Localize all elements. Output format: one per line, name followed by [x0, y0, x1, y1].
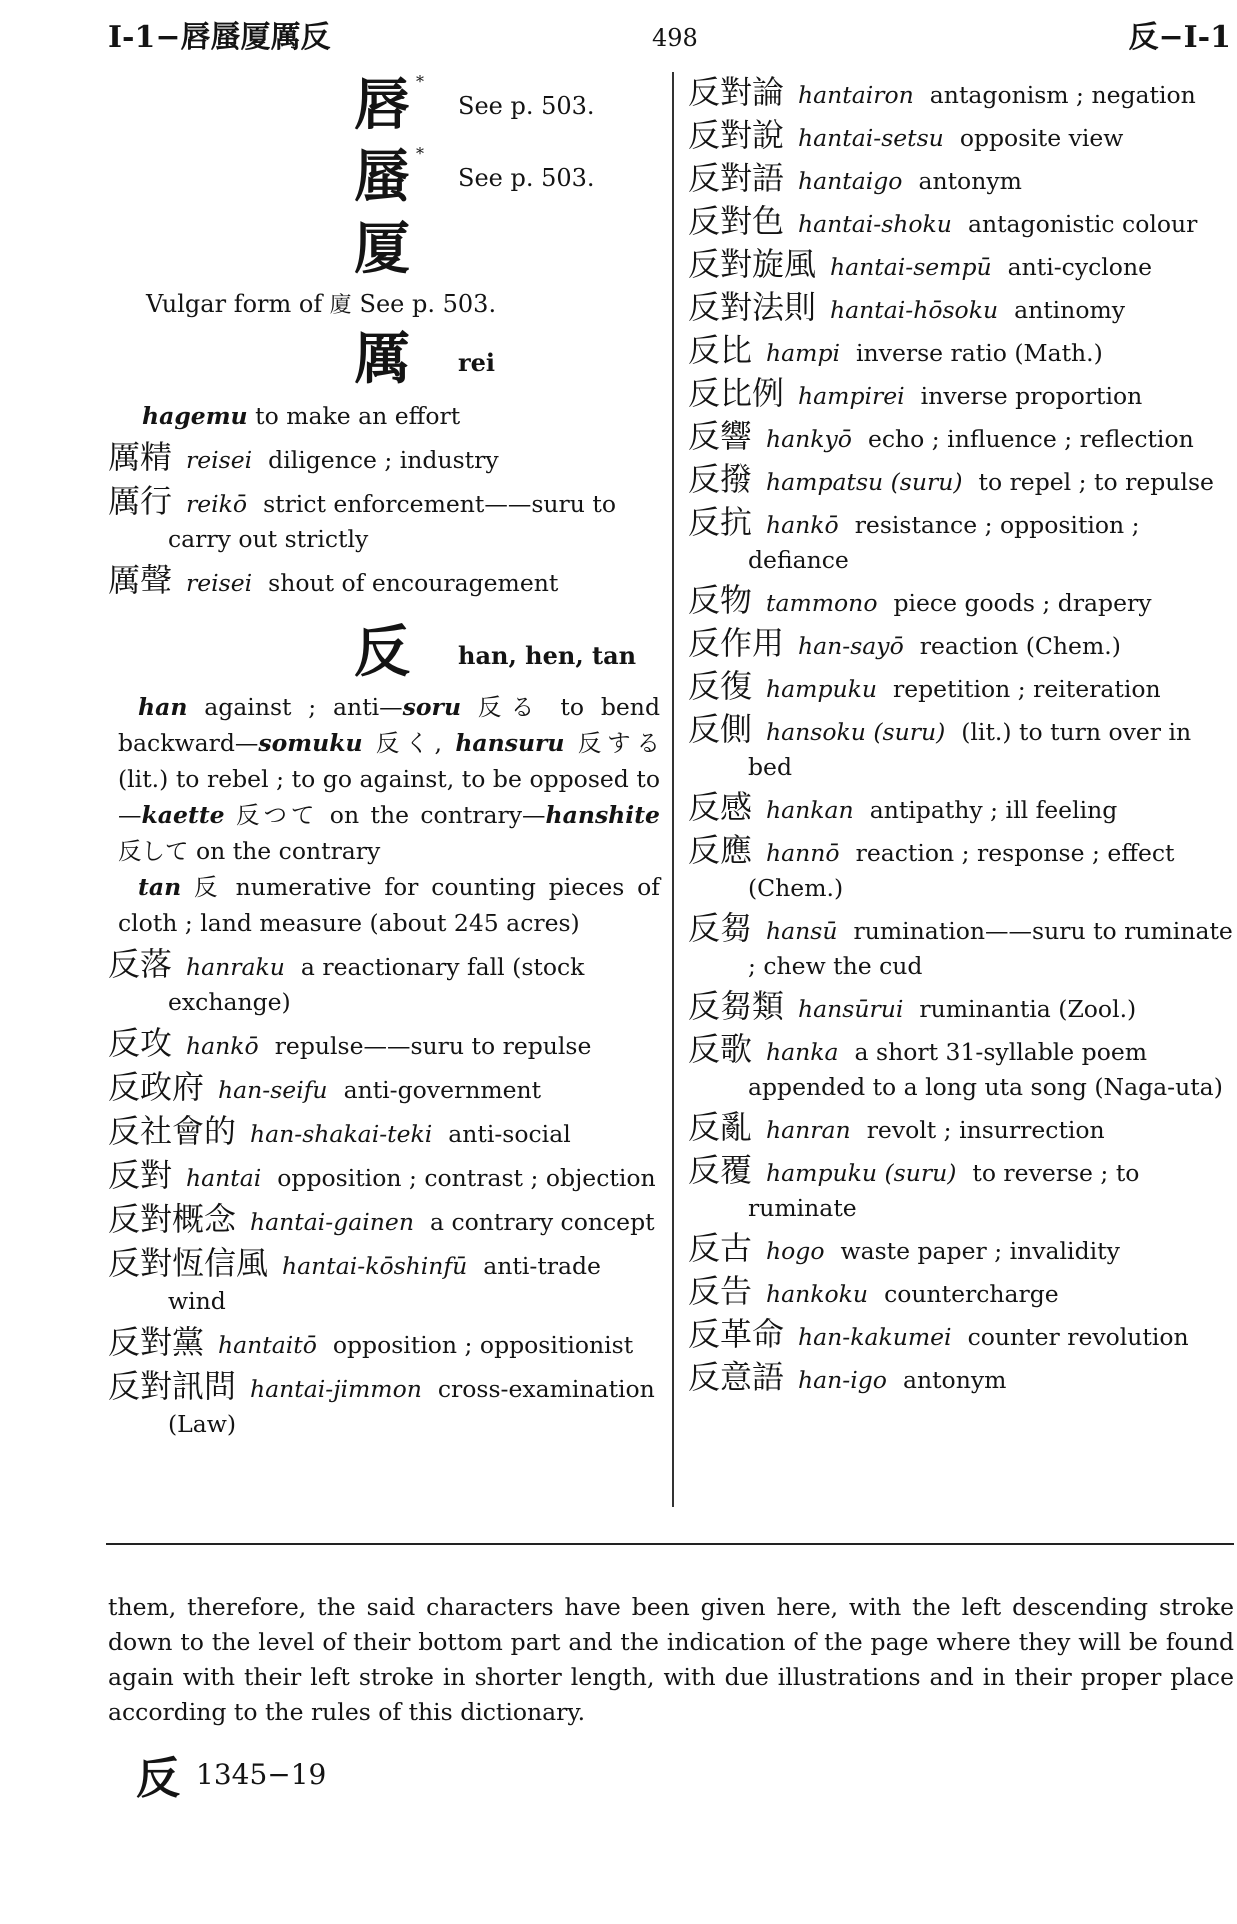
entry-meaning: counter revolution: [967, 1323, 1189, 1351]
han-entry-list-left: [108, 947, 660, 1442]
entry-kanji: 厲精: [108, 438, 173, 476]
entry-kanji: 厲聲: [108, 561, 173, 599]
entry-reading: reisei: [186, 569, 253, 597]
dictionary-entry: [688, 712, 1234, 785]
asterisk: *: [416, 144, 424, 163]
dictionary-entry: [688, 333, 1234, 371]
entry-kanji: 反復: [688, 667, 753, 705]
entry-meaning: antagonistic colour: [967, 210, 1198, 238]
entry-kanji: 反作用: [688, 624, 785, 662]
entry-reading: hampirei: [798, 382, 905, 410]
text: 反して on the contrary: [118, 837, 381, 865]
text: 反る to bend backward—: [118, 693, 660, 757]
head-kanji: 反: [354, 619, 410, 685]
entry-kanji: 反應: [688, 831, 753, 869]
dictionary-entry: [108, 1369, 660, 1442]
entry-kanji: 反告: [688, 1272, 753, 1310]
term: hagemu: [142, 402, 248, 430]
dictionary-entry: [108, 1070, 660, 1108]
entry-reading: hanraku: [186, 953, 285, 981]
dictionary-entry: [108, 440, 660, 478]
entry-kanji: 反芻類: [688, 987, 785, 1025]
entry-meaning: antipathy ; ill feeling: [869, 796, 1118, 824]
entry-reading: hankoku: [766, 1280, 869, 1308]
entry-kanji: 反對訊問: [108, 1367, 237, 1405]
definition-paragraph: [142, 398, 660, 434]
dictionary-entry: [688, 1032, 1234, 1105]
entry-kanji: 反比例: [688, 374, 785, 412]
code-kanji: 反: [136, 1753, 180, 1804]
entry-reading: reikō: [186, 490, 248, 518]
entry-reading: hannō: [766, 839, 840, 867]
running-header-right: 反−I-1: [1128, 20, 1231, 55]
entry-kanji: 反對黨: [108, 1323, 205, 1361]
dictionary-entry: [688, 505, 1234, 578]
dictionary-entry: [108, 1114, 660, 1152]
dictionary-entry: [688, 118, 1234, 156]
entry-meaning: cross-examination (Law): [168, 1375, 655, 1438]
entry-kanji: 反對恆信風: [108, 1244, 269, 1282]
entry-kanji: 反覆: [688, 1151, 753, 1189]
entry-kanji: 反對法則: [688, 288, 817, 326]
code-number: 1345−19: [196, 1757, 327, 1791]
entry-meaning: resistance ; opposition ; defiance: [748, 511, 1140, 574]
entry-reading: hantaitō: [218, 1331, 317, 1359]
entry-meaning: opposition ; contrast ; objection: [277, 1164, 656, 1192]
entry-kanji: 反亂: [688, 1108, 753, 1146]
head-entry-rei: [108, 324, 660, 396]
entry-kanji: 反側: [688, 710, 753, 748]
page-number: 498: [652, 24, 698, 52]
page-reference: See p. 503.: [458, 164, 595, 192]
text: against ; anti—: [187, 693, 403, 721]
dictionary-entry: [688, 247, 1234, 285]
entry-reading: hantai-gainen: [250, 1208, 414, 1236]
dictionary-entry: [688, 290, 1234, 328]
entry-kanji: 反革命: [688, 1315, 785, 1353]
entry-reading: hankō: [186, 1032, 259, 1060]
entry-meaning: ruminantia (Zool.): [919, 995, 1137, 1023]
entry-kanji: 反落: [108, 945, 173, 983]
dictionary-entry: [688, 1317, 1234, 1355]
term: kaette: [141, 801, 225, 829]
dictionary-entry: [688, 1360, 1234, 1398]
entry-meaning: a contrary concept: [429, 1208, 655, 1236]
dictionary-entry: [688, 1274, 1234, 1312]
entry-reading: hampuku (suru): [766, 1159, 957, 1187]
term: somuku: [258, 729, 363, 757]
entry-reading: hantai: [186, 1164, 262, 1192]
head-entry: [108, 142, 660, 214]
entry-kanji: 反對色: [688, 202, 785, 240]
text: 反つて on the contrary—: [224, 801, 546, 829]
entry-reading: hansūrui: [798, 995, 904, 1023]
entry-kanji: 反對概念: [108, 1200, 237, 1238]
entry-meaning: repulse——suru to repulse: [274, 1032, 592, 1060]
dictionary-entry: [688, 419, 1234, 457]
entry-kanji: 反感: [688, 788, 753, 826]
dictionary-entry: [688, 462, 1234, 500]
dictionary-entry: [108, 1202, 660, 1240]
entry-kanji: 反對旋風: [688, 245, 817, 283]
entry-meaning: echo ; influence ; reflection: [867, 425, 1194, 453]
entry-kanji: 反古: [688, 1229, 753, 1267]
entry-meaning: shout of encouragement: [268, 569, 559, 597]
entry-reading: hampi: [766, 339, 841, 367]
dictionary-entry: [688, 833, 1234, 906]
head-reading: rei: [458, 348, 496, 377]
entry-meaning: opposition ; oppositionist: [332, 1331, 634, 1359]
text: 反 numerative for counting pieces of cloth ; land measure (about 245 acres): [118, 873, 660, 937]
entry-meaning: anti-government: [343, 1076, 542, 1104]
entry-reading: hansoku (suru): [766, 718, 946, 746]
dictionary-entry: [688, 583, 1234, 621]
dictionary-entry: [688, 1110, 1234, 1148]
note-kanji: 廈: [329, 293, 352, 318]
head-kanji: 唇: [354, 72, 410, 138]
entry-reading: hankan: [766, 796, 854, 824]
term: hanshite: [545, 801, 660, 829]
term: han: [138, 693, 188, 721]
right-column: [688, 70, 1234, 1398]
dictionary-entry: [688, 669, 1234, 707]
entry-kanji: 反響: [688, 417, 753, 455]
entry-meaning: opposite view: [959, 124, 1124, 152]
entry-reading: han-igo: [798, 1366, 887, 1394]
character-code: [136, 1742, 326, 1806]
entry-kanji: 厲行: [108, 482, 173, 520]
entry-kanji: 反撥: [688, 460, 753, 498]
continuation-paragraph: them, therefore, the said characters have been given here, with the left descending stroke down to the level of their bottom part and the indication of the page where they will be found again with their left stroke in shorter length, with due illustrations and in their proper place according to the rules of this dictionary.: [108, 1592, 1234, 1726]
head-reading: han, hen, tan: [458, 641, 637, 670]
entry-meaning: antinomy: [1014, 296, 1126, 324]
entry-meaning: inverse ratio (Math.): [856, 339, 1103, 367]
dictionary-entry: [688, 204, 1234, 242]
head-kanji: 蜃: [354, 144, 410, 210]
entry-reading: tammono: [766, 589, 878, 617]
entry-meaning: antonym: [902, 1366, 1007, 1394]
dictionary-entry: [688, 911, 1234, 984]
text: 反く,: [362, 729, 456, 757]
entry-kanji: 反意語: [688, 1358, 785, 1396]
definition-paragraph: [108, 869, 660, 941]
vulgar-form-note: [146, 286, 660, 324]
entry-reading: hogo: [766, 1237, 825, 1265]
asterisk: *: [416, 72, 424, 91]
entry-meaning: anti-cyclone: [1007, 253, 1152, 281]
entry-reading: hantai-hōsoku: [830, 296, 999, 324]
entry-meaning: piece goods ; drapery: [893, 589, 1152, 617]
head-entry: [108, 214, 660, 286]
dictionary-entry: [688, 989, 1234, 1027]
entry-meaning: diligence ; industry: [268, 446, 499, 474]
entry-reading: hantairon: [798, 81, 914, 109]
entry-reading: han-seifu: [218, 1076, 328, 1104]
entry-reading: reisei: [186, 446, 253, 474]
running-header-left: I-1−唇蜃厦厲反: [108, 20, 331, 55]
dictionary-entry: [108, 563, 660, 601]
dictionary-entry: [108, 1246, 660, 1319]
term: tan: [138, 873, 182, 901]
entry-reading: hankyō: [766, 425, 852, 453]
entry-reading: hansū: [766, 917, 838, 945]
entry-reading: hampuku: [766, 675, 877, 703]
entry-kanji: 反對語: [688, 159, 785, 197]
entry-meaning: repetition ; reiteration: [893, 675, 1161, 703]
entry-kanji: 反歌: [688, 1030, 753, 1068]
entry-reading: hanka: [766, 1038, 839, 1066]
entry-reading: hantai-sempū: [830, 253, 992, 281]
text: 反する (lit.) to rebel ; to go against, to be opposed to—: [118, 729, 660, 829]
entry-reading: hantai-jimmon: [250, 1375, 422, 1403]
entry-reading: hantaigo: [798, 167, 903, 195]
dictionary-entry: [108, 484, 660, 557]
entry-meaning: to reverse ; to ruminate: [748, 1159, 1140, 1222]
entry-meaning: anti-social: [448, 1120, 571, 1148]
dictionary-entry: [688, 1153, 1234, 1226]
note-text: Vulgar form of: [146, 290, 323, 318]
han-entry-list-right: [688, 75, 1234, 1398]
dictionary-entry: [688, 75, 1234, 113]
entry-kanji: 反抗: [688, 503, 753, 541]
entry-reading: hantai-setsu: [798, 124, 944, 152]
entry-reading: hampatsu (suru): [766, 468, 963, 496]
entry-meaning: reaction (Chem.): [919, 632, 1121, 660]
entry-meaning: strict enforcement——suru to carry out strictly: [168, 490, 616, 553]
head-kanji: 厦: [354, 216, 410, 282]
entry-kanji: 反對: [108, 1156, 173, 1194]
note-text: See p. 503.: [359, 290, 497, 318]
column-divider: [672, 72, 674, 1507]
entry-kanji: 反政府: [108, 1068, 205, 1106]
dictionary-entry: [688, 790, 1234, 828]
entry-reading: hantai-kōshinfū: [282, 1252, 468, 1280]
dictionary-entry: [108, 947, 660, 1020]
entry-kanji: 反攻: [108, 1024, 173, 1062]
left-column: [108, 70, 660, 1442]
rei-entry-list: [108, 440, 660, 601]
entry-meaning: a short 31-syllable poem appended to a long uta song (Naga-uta): [748, 1038, 1223, 1101]
entry-reading: hanran: [766, 1116, 851, 1144]
entry-kanji: 反對論: [688, 73, 785, 111]
entry-meaning: waste paper ; invalidity: [840, 1237, 1120, 1265]
head-entry: [108, 70, 660, 142]
text: to make an effort: [247, 402, 461, 430]
entry-meaning: rumination——suru to ruminate ; chew the cud: [748, 917, 1233, 980]
entry-meaning: antagonism ; negation: [929, 81, 1196, 109]
page-reference: See p. 503.: [458, 92, 595, 120]
section-rule: [106, 1543, 1234, 1545]
entry-meaning: a reactionary fall (stock exchange): [168, 953, 585, 1016]
entry-kanji: 反物: [688, 581, 753, 619]
dictionary-entry: [688, 1231, 1234, 1269]
entry-kanji: 反芻: [688, 909, 753, 947]
head-entry-han: [108, 617, 660, 689]
dictionary-entry: [688, 626, 1234, 664]
entry-reading: han-sayō: [798, 632, 904, 660]
entry-meaning: antonym: [918, 167, 1022, 195]
dictionary-entry: [108, 1158, 660, 1196]
entry-reading: hankō: [766, 511, 839, 539]
definition-paragraph: [108, 689, 660, 869]
dictionary-entry: [688, 161, 1234, 199]
entry-meaning: (lit.) to turn over in bed: [748, 718, 1192, 781]
dictionary-entry: [108, 1325, 660, 1363]
term: soru: [402, 693, 462, 721]
entry-kanji: 反社會的: [108, 1112, 237, 1150]
entry-meaning: anti-trade wind: [168, 1252, 601, 1315]
entry-meaning: revolt ; insurrection: [866, 1116, 1105, 1144]
term: hansuru: [455, 729, 565, 757]
entry-reading: hantai-shoku: [798, 210, 952, 238]
entry-meaning: countercharge: [884, 1280, 1059, 1308]
head-kanji: 厲: [354, 326, 410, 392]
dictionary-entry: [688, 376, 1234, 414]
entry-reading: han-shakai-teki: [250, 1120, 433, 1148]
entry-kanji: 反比: [688, 331, 753, 369]
dictionary-entry: [108, 1026, 660, 1064]
entry-meaning: reaction ; response ; effect (Chem.): [748, 839, 1175, 902]
entry-meaning: to repel ; to repulse: [978, 468, 1214, 496]
entry-kanji: 反對說: [688, 116, 785, 154]
entry-reading: han-kakumei: [798, 1323, 952, 1351]
entry-meaning: inverse proportion: [920, 382, 1143, 410]
